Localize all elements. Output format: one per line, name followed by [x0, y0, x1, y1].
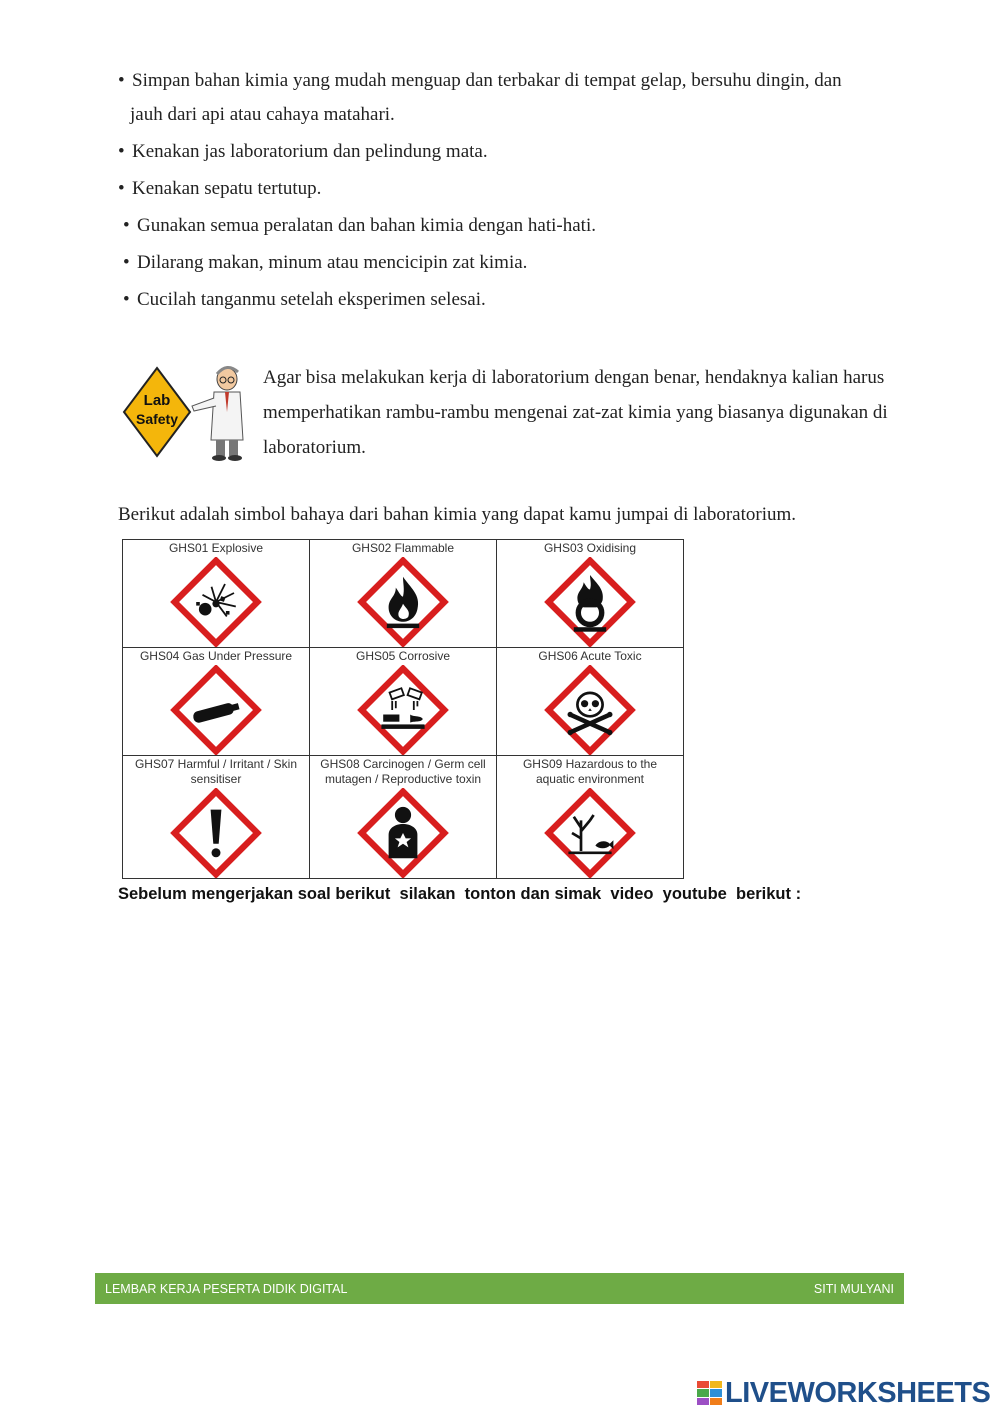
bullet-icon: •: [118, 178, 125, 199]
ghs-cell: [497, 648, 684, 756]
video-instruction: Sebelum mengerjakan soal berikut silakan tonton dan simak video youtube berikut :: [118, 885, 802, 903]
brand-name: LIVEWORKSHEETS: [725, 1376, 991, 1409]
ghs-cell: [310, 756, 497, 879]
ghs-cell: [123, 648, 310, 756]
bullet-icon: •: [123, 215, 130, 236]
sign-line-1: Lab: [143, 392, 171, 409]
bullet-icon: •: [118, 141, 125, 162]
list-item-text: Gunakan semua peralatan dan bahan kimia dengan hati-hati.: [137, 215, 596, 236]
sign-line-2: Safety: [135, 411, 179, 427]
ghs-cell: [123, 756, 310, 879]
list-item: [118, 287, 908, 313]
ghs-caption: GHS07 Harmful / Irritant / Skin sensitiser: [134, 757, 298, 786]
footer-title: LEMBAR KERJA PESERTA DIDIK DIGITAL: [105, 1281, 348, 1296]
liveworksheets-brand: [697, 1376, 990, 1410]
list-item-continuation: jauh dari api atau cahaya matahari.: [130, 104, 395, 125]
page-footer: [95, 1273, 904, 1304]
list-item: [118, 250, 908, 276]
ghs-caption: GHS04 Gas Under Pressure: [139, 649, 293, 663]
flame-over-circle-icon: [543, 557, 637, 647]
footer-author: SITI MULYANI: [813, 1281, 894, 1296]
lab-safety-illustration: [120, 362, 250, 464]
safety-rules-list: [118, 68, 908, 324]
ghs-cell: [310, 540, 497, 648]
environment-icon: [543, 788, 637, 878]
ghs-cell: [497, 756, 684, 879]
list-item: [118, 213, 908, 239]
list-item: [118, 176, 908, 202]
list-item-text: Kenakan sepatu tertutup.: [132, 178, 322, 199]
list-item-text: Dilarang makan, minum atau mencicipin zat kimia.: [137, 252, 528, 273]
ghs-caption: GHS09 Hazardous to the aquatic environment: [522, 757, 658, 786]
ghs-cell: [123, 540, 310, 648]
bullet-icon: •: [123, 252, 130, 273]
exclamation-icon: [169, 788, 263, 878]
list-item: [118, 139, 908, 165]
ghs-cell: [310, 648, 497, 756]
health-hazard-icon: [356, 788, 450, 878]
scientist-icon: [192, 367, 243, 461]
list-item-text: Cucilah tanganmu setelah eksperimen selesai.: [137, 289, 486, 310]
list-item: [118, 68, 908, 128]
lab-safety-text: Agar bisa melakukan kerja di laboratorium dengan benar, hendaknya kalian harus memperhatikan rambu-rambu mengenai zat-zat kimia yang biasanya digunakan di laboratorium.: [263, 367, 888, 458]
corrosion-icon: [356, 665, 450, 755]
ghs-caption: GHS06 Acute Toxic: [538, 649, 642, 663]
explosive-icon: [169, 557, 263, 647]
symbols-intro: Berikut adalah simbol bahaya dari bahan kimia yang dapat kamu jumpai di laboratorium.: [118, 504, 796, 525]
list-item-text: Kenakan jas laboratorium dan pelindung mata.: [132, 141, 488, 162]
gas-cylinder-icon: [169, 665, 263, 755]
ghs-caption: GHS05 Corrosive: [355, 649, 451, 663]
ghs-cell: [497, 540, 684, 648]
ghs-caption: GHS03 Oxidising: [543, 541, 637, 555]
liveworksheets-logo-icon: [697, 1381, 722, 1406]
bullet-icon: •: [118, 70, 125, 91]
ghs-caption: GHS01 Explosive: [168, 541, 264, 555]
ghs-caption: GHS02 Flammable: [351, 541, 455, 555]
skull-crossbones-icon: [543, 665, 637, 755]
bullet-icon: •: [123, 289, 130, 310]
ghs-caption: GHS08 Carcinogen / Germ cell mutagen / Reproductive toxin: [320, 757, 486, 786]
list-item-text: Simpan bahan kimia yang mudah menguap dan terbakar di tempat gelap, bersuhu dingin, dan: [132, 70, 842, 91]
ghs-symbols-table: [122, 539, 684, 879]
flame-icon: [356, 557, 450, 647]
